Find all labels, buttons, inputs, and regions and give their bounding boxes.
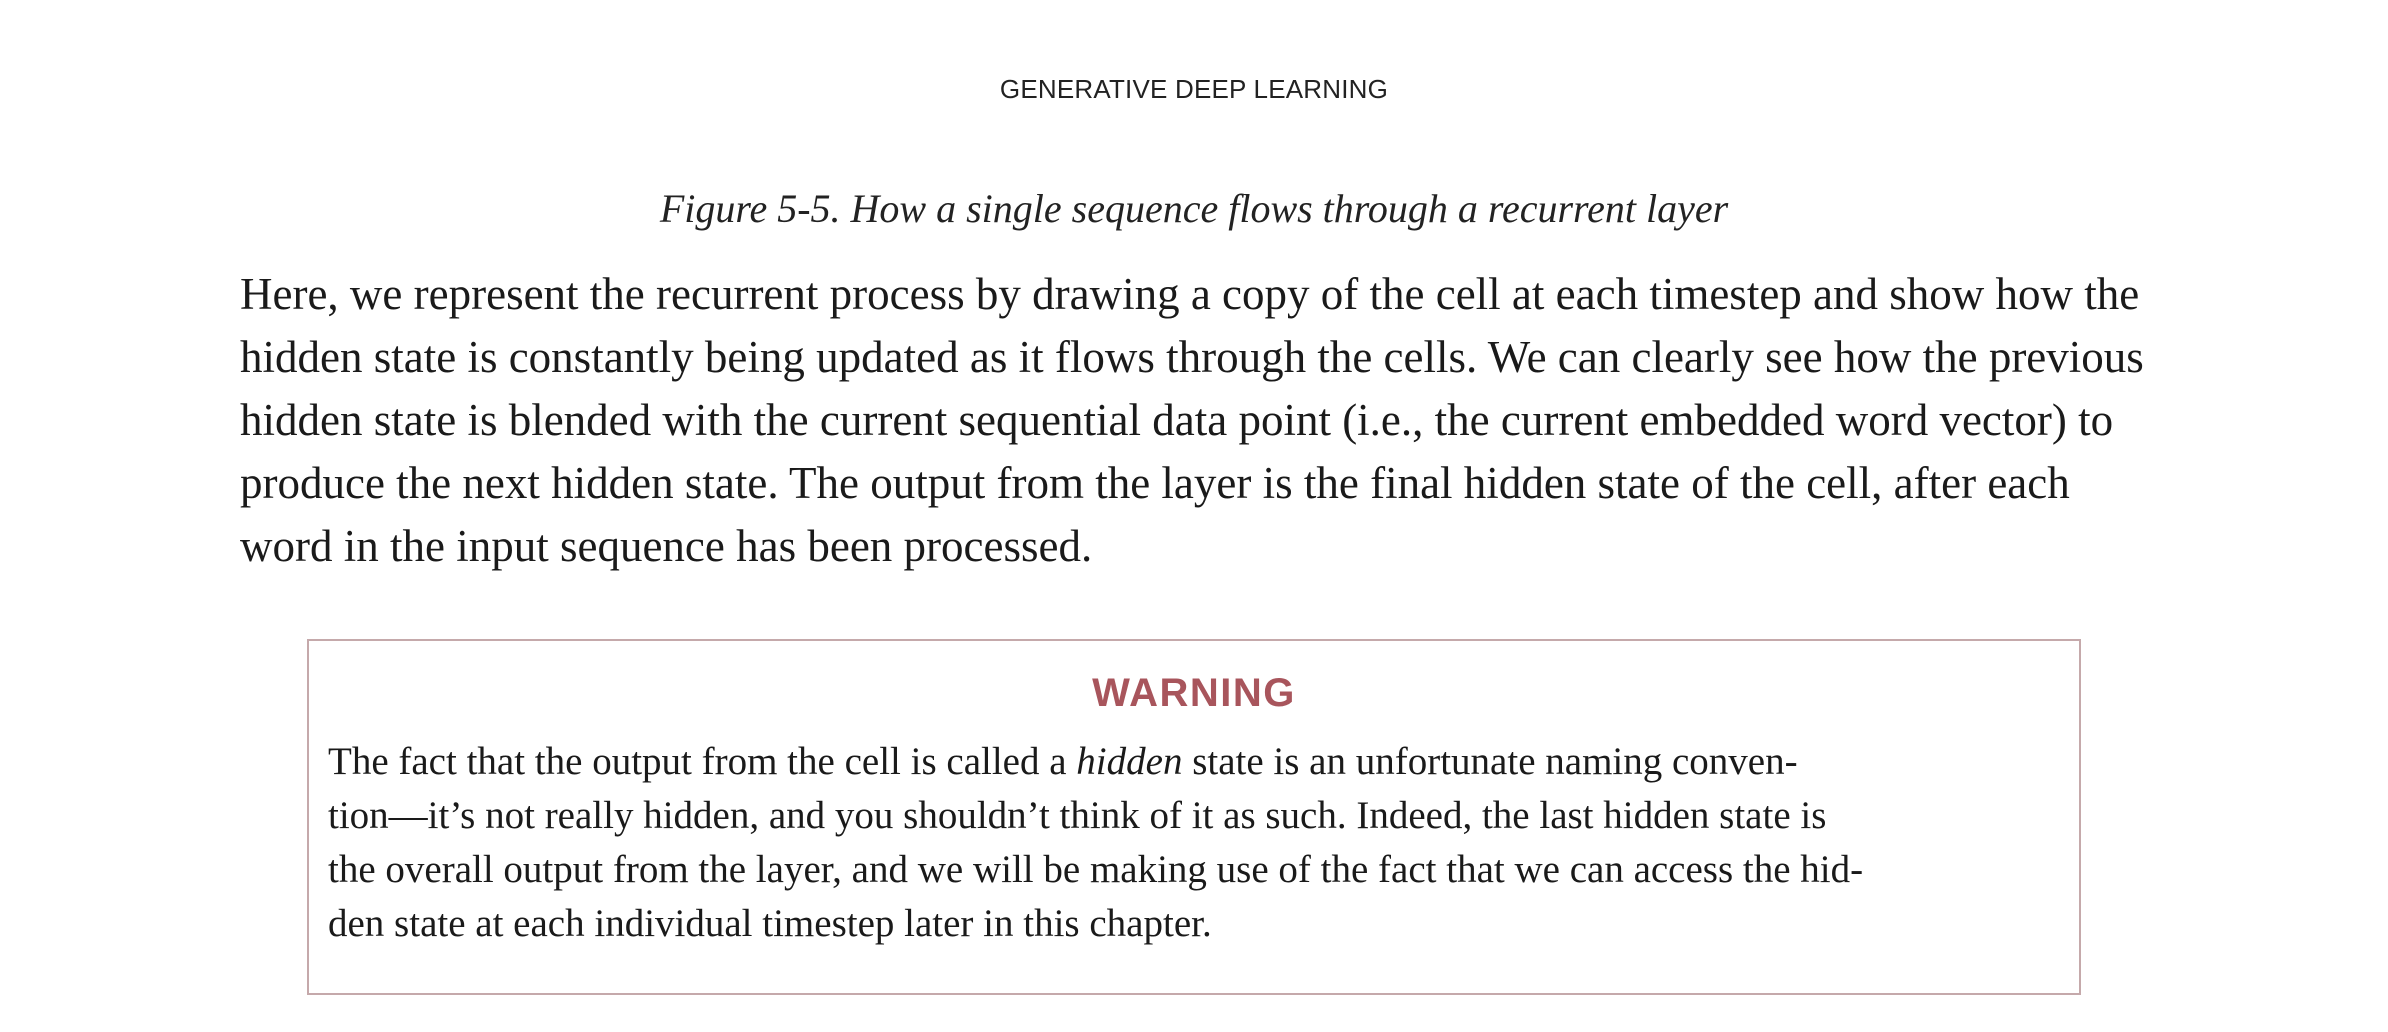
warning-title: WARNING [1092,671,1296,715]
figure-caption: Figure 5-5. How a single sequence flows through a recurrent layer [659,186,1729,231]
warning-text [328,735,2068,951]
warning-line-4: den state at each individual timestep later in this chapter. [328,902,1212,945]
warning-line-1-end: state is an unfortunate naming conven- [1182,740,1798,783]
warning-line-2: tion—it’s not really hidden, and you shouldn’t think of it as such. Indeed, the last hidden state is [328,794,1827,837]
running-header: GENERATIVE DEEP LEARNING [999,74,1389,104]
warning-emphasis-hidden: hidden [1076,740,1183,783]
warning-line-3: the overall output from the layer, and we will be making use of the fact that we can access the hid- [328,848,1864,891]
warning-line-1-start: The fact that the output from the cell is called a [328,740,1077,783]
warning-line-1 [328,735,2068,789]
warning-box [307,639,2081,995]
body-paragraph: Here, we represent the recurrent process by drawing a copy of the cell at each timestep and show how the hidden state is constantly being updated as it flows through the cells. We can clearly see how the previous hidden state is blended with the current sequential data point (i.e., the current embedded word vector) to produce the next hidden state. The output from the layer is the final hidden state of the cell, after each word in the input sequence has been processed. [240,269,2144,571]
